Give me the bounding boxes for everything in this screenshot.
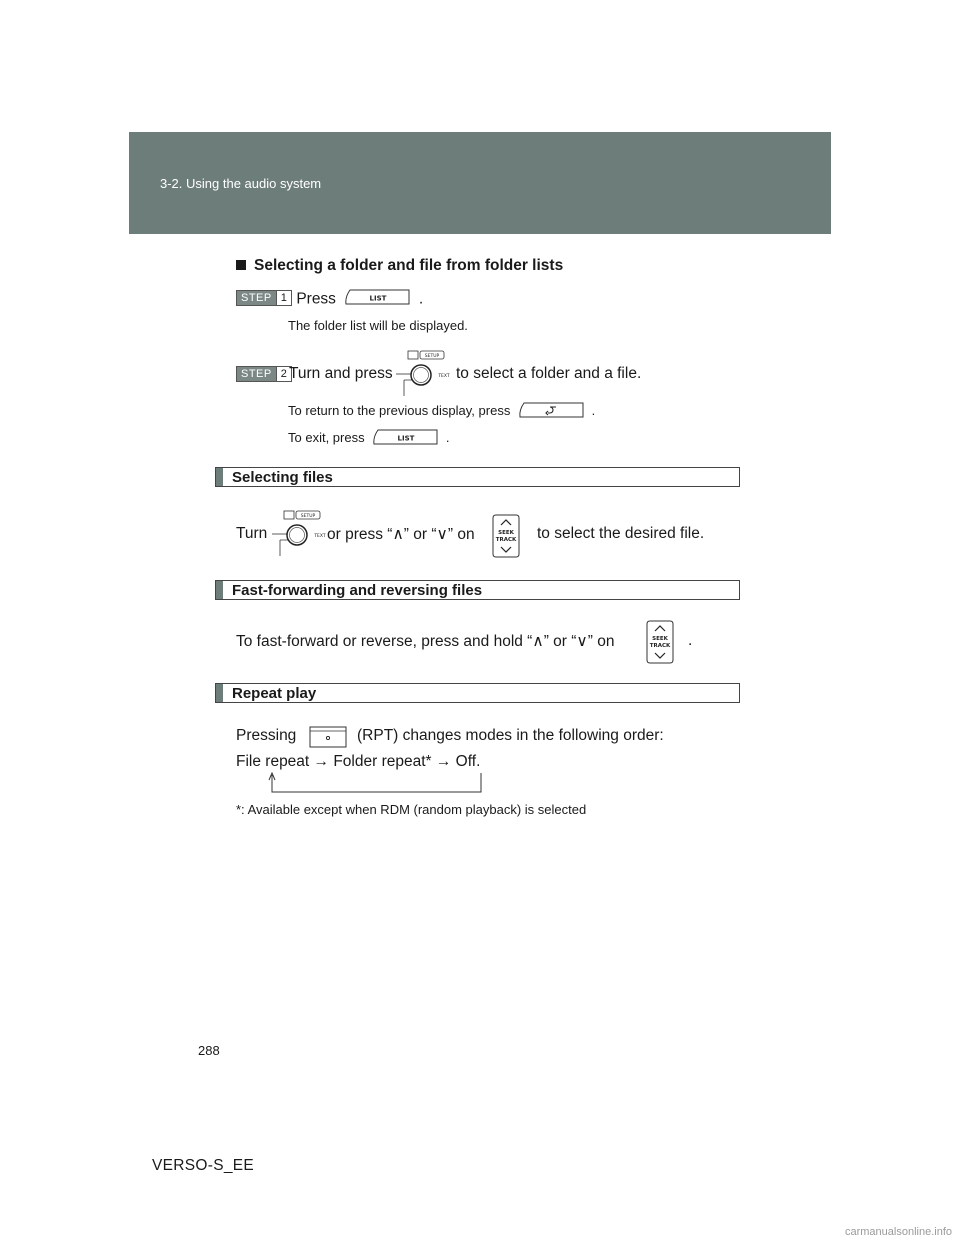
section-accent xyxy=(216,684,223,702)
footnote: *: Available except when RDM (random playback) is selected xyxy=(236,802,587,817)
list-button-icon xyxy=(372,429,438,448)
svg-text:SETUP: SETUP xyxy=(424,354,440,360)
step-badge: STEP 1 xyxy=(236,290,292,306)
section-title: Fast-forwarding and reversing files xyxy=(232,582,483,599)
section-header-selecting-files xyxy=(215,467,740,487)
svg-text:SETUP: SETUP xyxy=(300,514,316,520)
svg-text:SEEK: SEEK xyxy=(652,636,668,642)
section-accent xyxy=(216,581,223,599)
preset-button-icon xyxy=(309,726,347,753)
section-title: Repeat play xyxy=(232,685,317,702)
watermark: carmanualsonline.info xyxy=(844,1226,952,1238)
page-number: 288 xyxy=(198,1043,220,1058)
tune-knob-icon xyxy=(394,350,452,401)
section-title: Selecting files xyxy=(232,469,333,486)
breadcrumb: 3-2. Using the audio system xyxy=(160,176,322,191)
step-2-note-back: To return to the previous display, press . xyxy=(288,402,595,421)
selecting-files-row: Turn SETUP TEXT or press “∧” or “∨” on SEEK TRACK to select the desired file. xyxy=(236,510,736,556)
subsection-heading xyxy=(236,257,563,275)
step-1-note: The folder list will be displayed. xyxy=(288,318,468,333)
svg-text:TEXT: TEXT xyxy=(314,534,326,539)
svg-text:TEXT: TEXT xyxy=(438,374,450,379)
section-accent xyxy=(216,468,223,486)
seek-track-button-icon xyxy=(492,514,520,563)
step-2-note-exit: To exit, press LIST . xyxy=(288,429,449,448)
step-1-row: STEP 1 Press LIST . xyxy=(236,289,423,310)
fast-forward-row: To fast-forward or reverse, press and hold “∧” or “∨” on SEEK TRACK . xyxy=(236,618,736,664)
back-button-icon xyxy=(518,402,584,421)
section-header-repeat-play xyxy=(215,683,740,703)
step-badge: STEP 2 xyxy=(236,366,292,382)
list-button-icon xyxy=(344,289,410,310)
step-2-text-before: Turn and press xyxy=(289,365,393,382)
seek-track-button-icon xyxy=(646,620,674,669)
step-2-text-after: to select a folder and a file. xyxy=(456,365,642,382)
svg-text:LIST: LIST xyxy=(397,434,415,443)
bullet-square-icon xyxy=(236,260,246,270)
section-header-fast-forwarding xyxy=(215,580,740,600)
loop-arrow-icon xyxy=(266,772,486,801)
tune-knob-icon xyxy=(270,510,328,561)
step-1-text-before: Press xyxy=(296,290,336,308)
step-2-row xyxy=(236,350,736,396)
svg-text:TRACK: TRACK xyxy=(495,537,517,543)
svg-text:SEEK: SEEK xyxy=(498,530,514,536)
svg-text:TRACK: TRACK xyxy=(649,643,671,649)
repeat-play-row: Pressing (RPT) changes modes in the following order: xyxy=(236,726,736,750)
repeat-order-line: File repeat → Folder repeat* → Off. xyxy=(236,753,481,770)
list-button-label: LIST xyxy=(369,294,387,303)
document-code: VERSO-S_EE xyxy=(152,1157,255,1174)
subsection-title: Selecting a folder and file from folder lists xyxy=(254,257,564,274)
